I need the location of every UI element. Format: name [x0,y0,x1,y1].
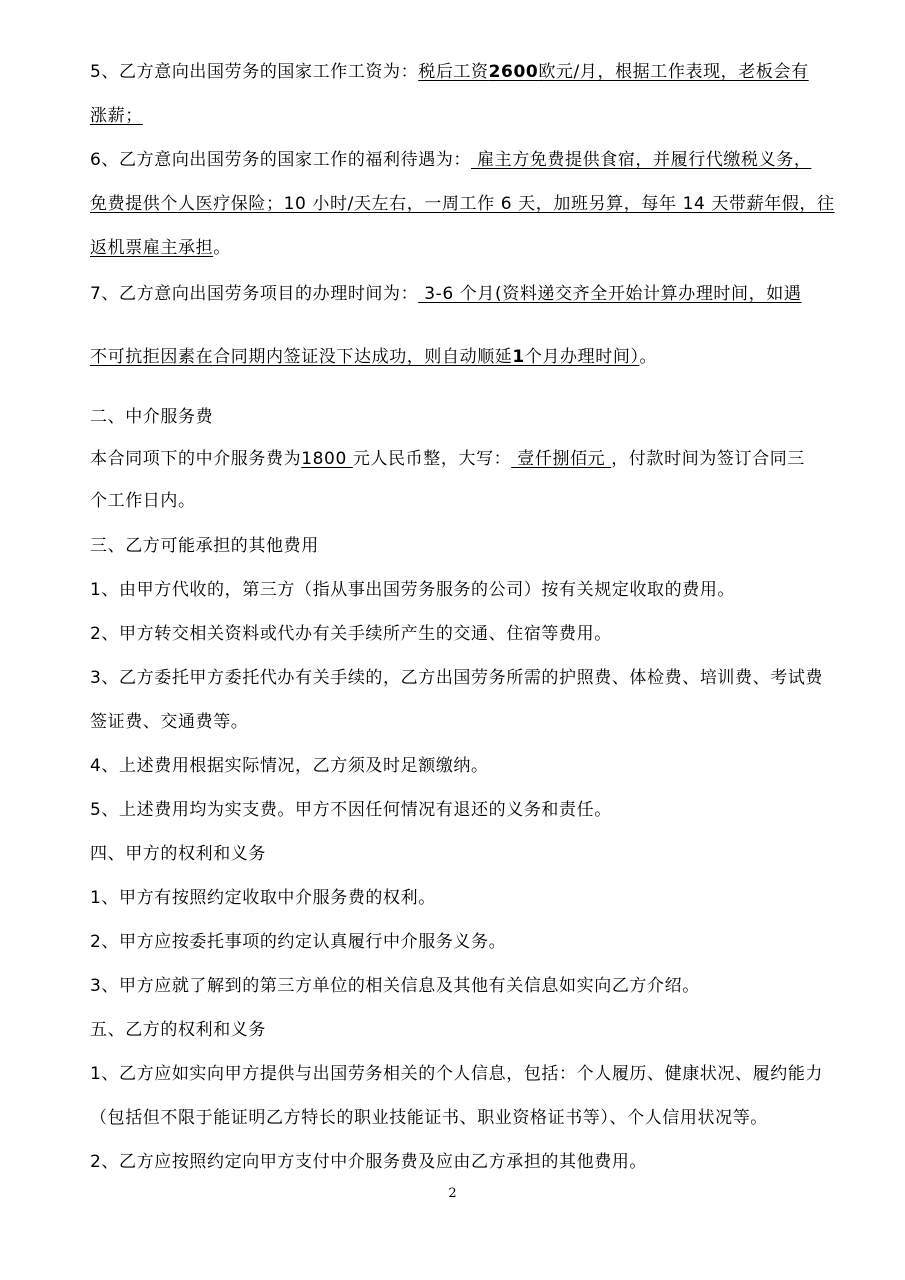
item7-delay-months: 1 [512,347,525,367]
section3-heading: 三、乙方可能承担的其他费用 [90,536,319,556]
section4-item2: 2、甲方应按委托事项的约定认真履行中介服务义务。 [90,932,507,952]
item7-delay-note: 不可抗拒因素在合同期内签证没下达成功，则自动顺延 [90,347,513,367]
item6-benefits-part2: 免费提供个人医疗保险；10 小时/天左右，一周工作 6 天，加班另算，每年 14 天带薪年假，往 [90,194,835,214]
item6-line1 [90,148,811,172]
item5-line1 [90,60,809,84]
section2-heading: 二、中介服务费 [90,407,214,427]
item6-benefits-part3: 返机票雇主承担 [90,238,214,258]
section5-item2: 2、乙方应按照约定向甲方支付中介服务费及应由乙方承担的其他费用。 [90,1152,648,1172]
item7-suffix: 。 [639,347,658,367]
section3-item3-line1: 3、乙方委托甲方委托代办有关手续的，乙方出国劳务所需的护照费、体检费、培训费、考试费 [90,668,824,688]
item6-line3 [90,236,231,260]
section3-item2: 2、甲方转交相关资料或代办有关手续所产生的交通、住宿等费用。 [90,624,612,644]
item6-prefix: 6、乙方意向出国劳务的国家工作的福利待遇为： [90,150,472,170]
item6-line2 [90,192,835,216]
fee-mid: 元人民币整，大写： [352,449,512,469]
item6-suffix: 。 [213,238,231,258]
section5-item1-line2: （包括但不限于能证明乙方特长的职业技能证书、职业资格证书等）、个人信用状况等。 [90,1108,768,1128]
fee-amount-words: 壹仟捌佰元 [511,449,612,469]
item5-salary-amount: 2600 [488,62,539,82]
section4-item1: 1、甲方有按照约定收取中介服务费的权利。 [90,888,436,908]
section3-item5: 5、上述费用均为实支费。甲方不因任何情况有退还的义务和责任。 [90,800,612,820]
section4-item3: 3、甲方应就了解到的第三方单位的相关信息及其他有关信息如实向乙方介绍。 [90,976,700,996]
item7-prefix: 7、乙方意向出国劳务项目的办理时间为： [90,284,419,304]
fee-amount: 1800 [301,449,353,469]
item5-salary-label: 税后工资 [418,62,489,82]
section3-item1: 1、由甲方代收的，第三方（指从事出国劳务服务的公司）按有关规定收取的费用。 [90,580,736,600]
section5-heading: 五、乙方的权利和义务 [90,1020,266,1040]
section2-para-line1 [90,447,805,471]
page-number: 2 [448,1186,457,1201]
item5-line2 [90,104,143,128]
item7-delay-note-end: 个月办理时间） [524,347,640,367]
fee-prefix: 本合同项下的中介服务费为 [90,449,302,469]
fee-suffix: ，付款时间为签订合同三 [611,449,805,469]
item6-benefits-part1: 雇主方免费提供食宿，并履行代缴税义务， [471,150,812,170]
item5-raise-note-end: 涨薪； [90,106,143,126]
item5-prefix: 5、乙方意向出国劳务的国家工作工资为： [90,62,419,82]
section3-item4: 4、上述费用根据实际情况，乙方须及时足额缴纳。 [90,756,489,776]
section5-item1-line1: 1、乙方应如实向甲方提供与出国劳务相关的个人信息，包括：个人履历、健康状况、履约能力 [90,1064,824,1084]
item7-duration: 3-6 个月(资料递交齐全开始计算办理时间，如遇 [418,284,802,304]
item5-salary-unit: 欧元/月 [538,62,598,82]
section2-para-line2: 个工作日内。 [90,491,196,511]
item5-raise-note: ，根据工作表现，老板会有 [597,62,809,82]
item7-line1 [90,282,801,306]
section3-item3-line2: 签证费、交通费等。 [90,712,249,732]
section4-heading: 四、甲方的权利和义务 [90,844,266,864]
item7-line2 [90,345,657,369]
